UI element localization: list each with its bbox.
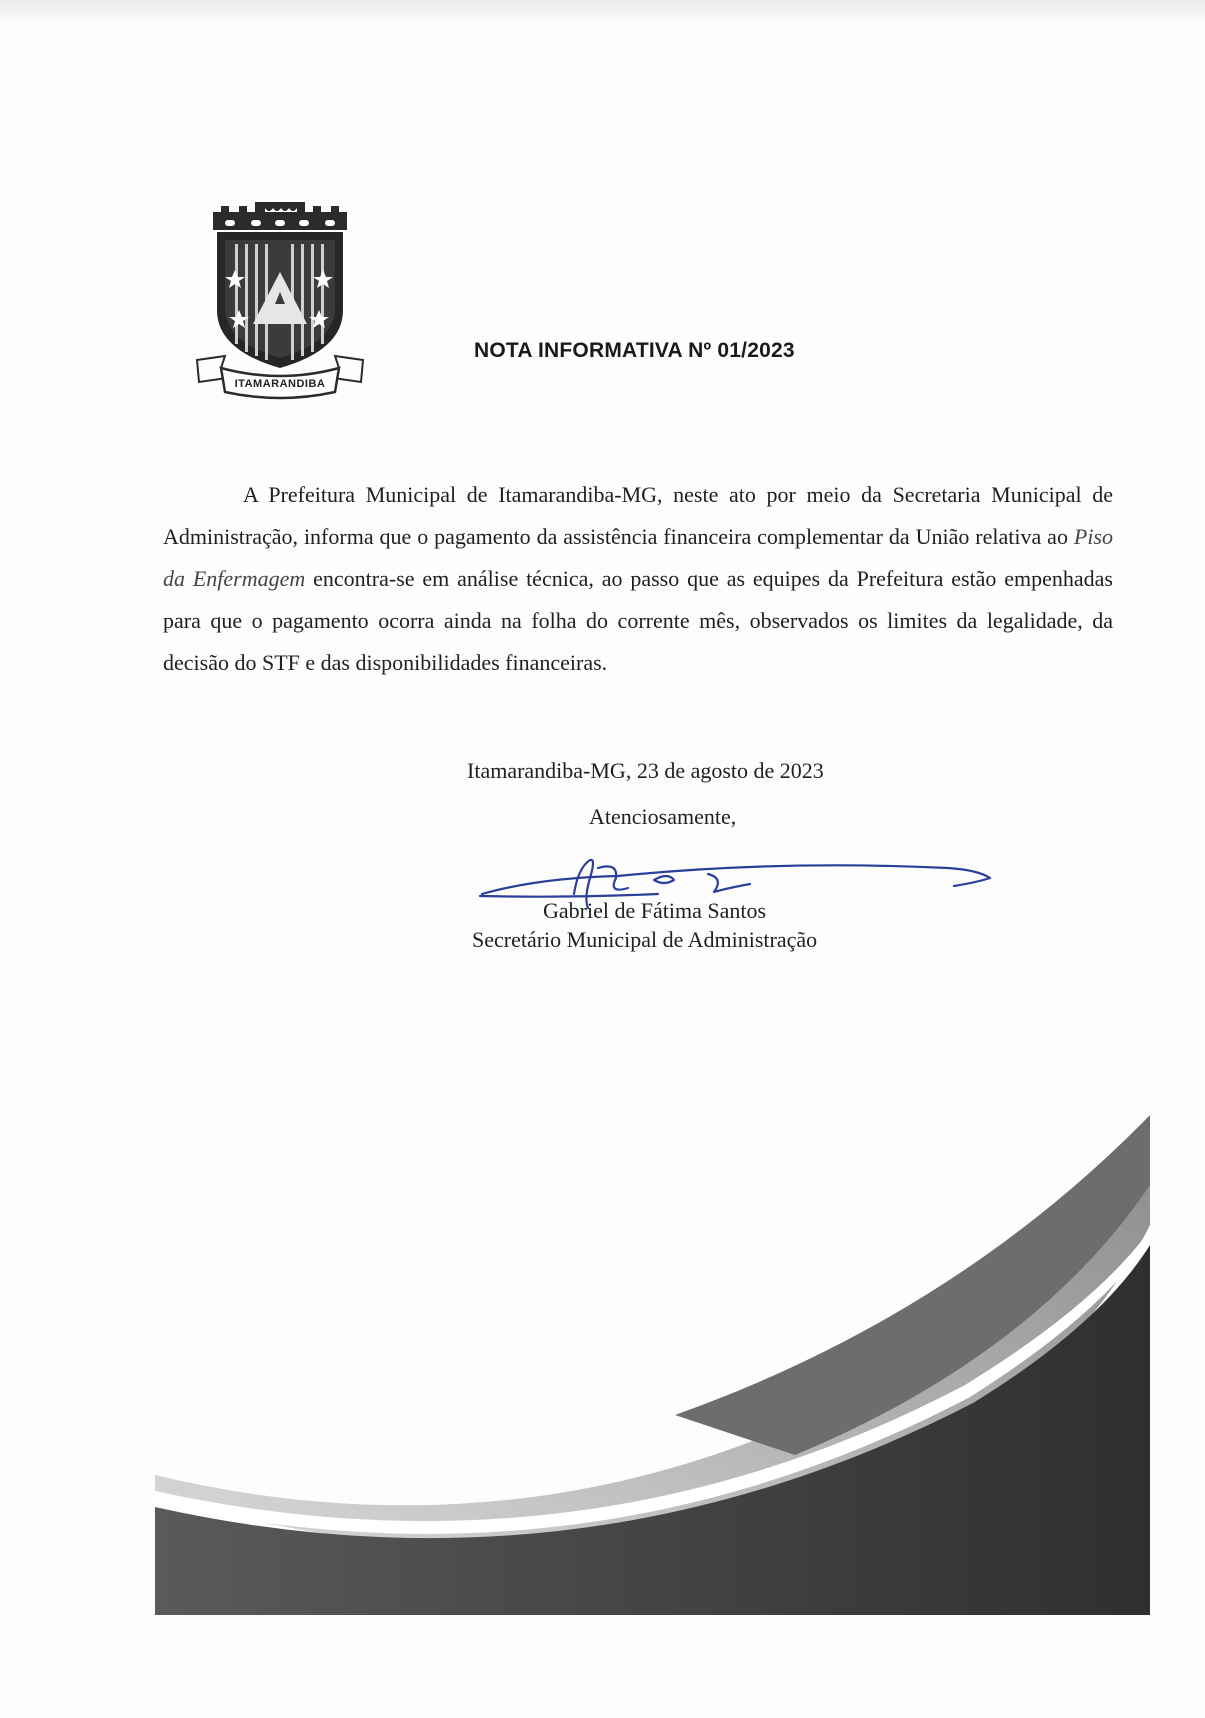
- scan-shadow: [0, 0, 1205, 22]
- document-title: NOTA INFORMATIVA Nº 01/2023: [474, 339, 795, 362]
- coat-of-arms-icon: [195, 200, 365, 400]
- body-text-italic: Piso da Enfermagem: [163, 524, 1113, 591]
- body-text-part-2: encontra-se em análise técnica, ao passo que as equipes da Prefeitura estão empenhadas para que o pagamento ocorra ainda na folha do corrente mês, observados os limites da legalidade, da decisão do STF e das disponibilidades financeiras.: [163, 566, 1113, 675]
- date-line: Itamarandiba-MG, 23 de agosto de 2023: [467, 758, 824, 783]
- body-text-part-1: A Prefeitura Municipal de Itamarandiba-MG, neste ato por meio da Secretaria Municipal de Administração, informa que o pagamento da assistência financeira complementar da União relativa ao: [163, 482, 1113, 549]
- signer-name: Gabriel de Fátima Santos: [543, 898, 767, 923]
- closing-salutation: Atenciosamente,: [589, 804, 737, 829]
- decorative-swoosh-icon: [155, 1115, 1150, 1615]
- signer-role: Secretário Municipal de Administração: [472, 927, 818, 952]
- body-paragraph: [163, 474, 1113, 684]
- crest-banner-text: ITAMARANDIBA: [234, 378, 326, 390]
